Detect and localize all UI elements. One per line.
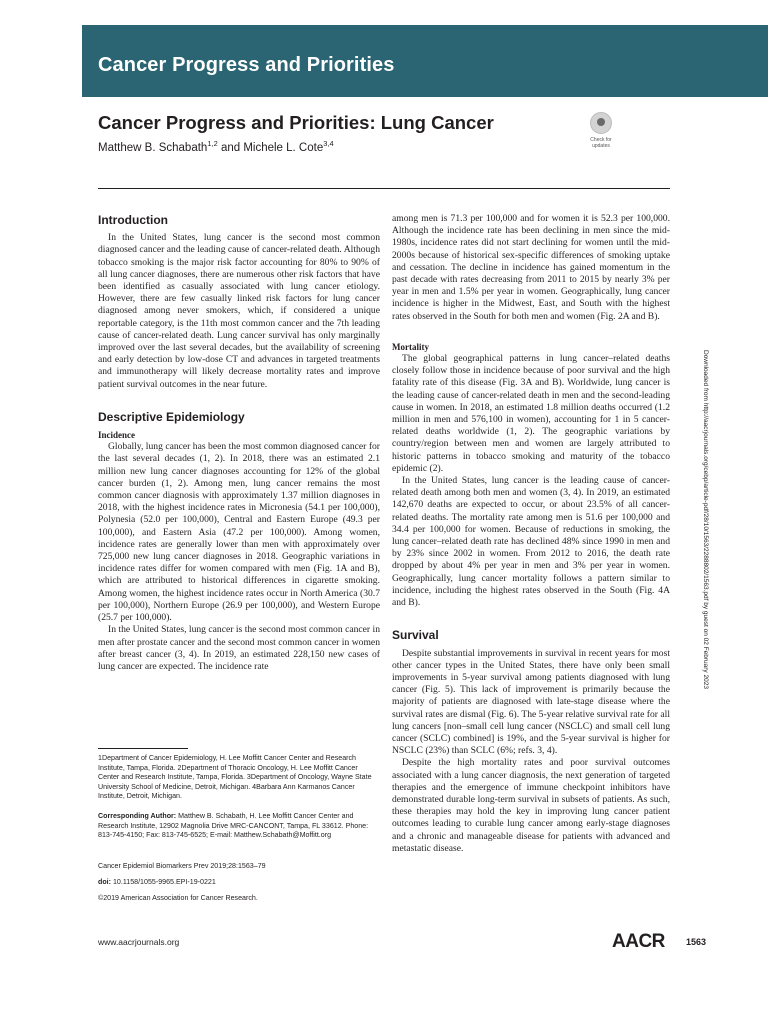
- corresponding-author-text: Matthew B. Schabath, H. Lee Moffitt Cancer Center and Research Institute, 12902 Magnolia Drive MRC-CANCONT, Tampa, FL 33612. Phone: 813-745-4150; Fax: 813-745-6525; E-mail: Matthew.Schabath@Moffitt.org: [98, 812, 369, 840]
- survival-paragraph-2: Despite the high mortality rates and poor survival outcomes associated with a lung cancer diagnosis, the next generation of targeted therapies and the emergence of immune checkpoint inhibitors have demonstrated durable long-term survival in subsets of patients. As such, these therapies may hold the key in improving lung cancer patient outcomes leading to curable lung cancer among early-stage diagnoses and a chronic and manageable disease for patients with advanced and metastatic disease.: [392, 757, 670, 854]
- survival-heading: Survival: [392, 628, 439, 643]
- section-banner: [82, 25, 768, 97]
- mortality-paragraph-2: In the United States, lung cancer is the leading cause of cancer-related death among both men and women (3, 4). In 2019, an estimated 142,670 deaths are expected to occur, or about 23.5% of all cancer-related deaths. The mortality rate among men is 51.6 per 100,000 and 34.4 per 100,000 for women. Because of reductions in smoking, the lung cancer–related death rate has declined 48% since 1990 in men and by 23% since 2002 in women. From 2012 to 2016, the death rate dropped by about 4% per year in men and 3% per year in women. Geographically, lung cancer mortality follows a pattern similar to incidence, including the highest rates observed in the South (Fig. 4A and B).: [392, 475, 670, 609]
- crossmark-icon: [590, 112, 612, 134]
- left-column: [98, 214, 380, 673]
- badge-line-2: updates: [592, 143, 610, 149]
- epidemiology-heading: Descriptive Epidemiology: [98, 409, 245, 424]
- header-divider: [98, 188, 670, 189]
- mortality-heading: Mortality: [392, 341, 429, 352]
- mortality-paragraph-1: The global geographical patterns in lung cancer–related deaths closely follow those in incidence because of poor survival and the high fatality rate of this disease (Fig. 3A and B). Worldwide, lung cancer is the leading cause of cancer-related death in men and the second-leading cause in women. In 2018, an estimated 1.8 million deaths occurred (1.2 million in men and 576,100 in women), accounting for 1 in 5 cancer-related deaths worldwide (1, 2). The geographic variations by country/region between men and women are largely attributed to historic patterns in tobacco smoking and maturity of the tobacco epidemic (2).: [392, 353, 670, 474]
- author-1-affiliation: 1,2: [207, 139, 218, 148]
- doi-text: 10.1158/1055-9965.EPI-19-0221: [111, 878, 216, 886]
- download-watermark: Downloaded from http://aacrjournals.org/cebp/article-pdf/28/10/1563/2288802/1563.pdf by guest on 02 February 2023: [702, 350, 709, 689]
- footnote-divider: [98, 748, 188, 749]
- incidence-paragraph-1: Globally, lung cancer has been the most common diagnosed cancer for the last several decades (1, 2). In 2018, there was an estimated 2.1 million new lung cancer diagnoses accounting for 12% of the global cancer burden (1, 2). Among men, lung cancer remains the most common cancer diagnosis with approximately 1.37 million diagnoses in 2018, with the highest incidence rates in Micronesia (54.1 per 100,000), Polynesia (52.0 per 100,000), Central and Eastern Europe (49.3 per 100,000), and Eastern Asia (47.2 per 100,000). Among women, incidence rates are generally lower than men with approximately over 725,000 new lung cancer diagnoses in 2018. Geographic variations in incidence rates differ for women compared with men (Fig. 1A and B), which are attributed to historical differences in cigarette smoking. Among women, the highest incidence rates occur in North America (30.7 per 100,000), Northern Europe (26.9 per 100,000), and Western Europe (25.7 per 100,000).: [98, 441, 380, 624]
- incidence-heading: Incidence: [98, 430, 135, 441]
- article-title: Cancer Progress and Priorities: Lung Cancer: [98, 112, 494, 133]
- author-1: Matthew B. Schabath: [98, 141, 208, 154]
- survival-paragraph-1: Despite substantial improvements in survival in recent years for most other cancer types in the United States, there have only been small improvements in 5-year survival among patients diagnosed with lung cancer (Fig. 5). This lack of improvement is primarily because the majority of patients are diagnosed with late-stage disease where the survival rates are dismal (Fig. 6). The 5-year relative survival rate for all lung cancers [non–small cell lung cancer (NSCLC) and small cell lung cancer (SCLC) combined] is 19%, and the 5-year survival is higher for NSCLC (23%) than SCLC (6%; refs. 3, 4).: [392, 647, 670, 757]
- incidence-continuation: among men is 71.3 per 100,000 and for women it is 52.3 per 100,000. Although the incidence rate has been declining in men since the mid-1980s, incidence rates did not start declining for women until the mid-2000s because of historical sex-specific differences of smoking uptake and cessation. The decline in incidence has gained momentum in the past decade with rates decreasing from 2011 to 2015 by nearly 3% per year in men and 1.5% per year in women. Geographically, lung cancer incidence is higher in the Midwest, East, and South with the highest rates observed in the South for both men and women (Fig. 2A and B).: [392, 213, 670, 322]
- check-for-updates-badge[interactable]: [584, 112, 618, 156]
- incidence-paragraph-2: In the United States, lung cancer is the second most common cancer in men after prostate cancer and the second most common cancer in women after breast cancer (3, 4). In 2019, an estimated 228,150 new cases of lung cancer are expected. The incidence rate: [98, 624, 380, 672]
- aacr-logo: AACR: [612, 931, 665, 952]
- author-conjunction: and: [217, 141, 244, 154]
- affiliations-footnote: 1Department of Cancer Epidemiology, H. Lee Moffitt Cancer Center and Research Institute, Tampa, Florida. 2Department of Thoracic Oncology, H. Lee Moffitt Cancer Center and Research Institute, Tampa, Florida. 3Department of Oncology, Wayne State University School of Medicine, Detroit, Michigan. 4Barbara Ann Karmanos Cancer Institute, Detroit, Michigan.: [98, 754, 372, 801]
- introduction-heading: Introduction: [98, 213, 168, 227]
- doi-label: doi:: [98, 878, 111, 886]
- citation-footnote: Cancer Epidemiol Biomarkers Prev 2019;28:1563–79: [98, 862, 266, 870]
- author-2-affiliation: 3,4: [323, 139, 334, 148]
- right-column: [392, 213, 670, 855]
- journal-url[interactable]: www.aacrjournals.org: [98, 937, 180, 947]
- banner-title: Cancer Progress and Priorities: [98, 54, 395, 76]
- corresponding-author-label: Corresponding Author:: [98, 812, 177, 820]
- copyright-footnote: ©2019 American Association for Cancer Research.: [98, 894, 258, 902]
- page-number: 1563: [686, 937, 707, 947]
- author-line: [98, 139, 334, 154]
- doi-footnote[interactable]: [98, 878, 380, 888]
- introduction-paragraph: In the United States, lung cancer is the second most common diagnosed cancer and the leading cause of cancer-related death. Although tobacco smoking is the major risk factor accounting for 80% to 90% of all lung cancer diagnoses, there are numerous other risk factors that have been identified as casually associated with lung cancer etiology. However, there are few casually linked risk factors for lung cancer diagnosed among never smokers, which, if considered a unique reportable category, is the 11th most common cancer and the 7th leading cause of cancer-related death. Lung cancer survival has only marginally improved over the last several decades, but the availability of screening and early detection by low-dose CT and advances in targeted treatments and immunotherapy will likely decrease mortality rates and improve patient survival outcomes in the near future.: [98, 232, 380, 390]
- corresponding-author-footnote: [98, 812, 380, 841]
- author-2: Michele L. Cote: [243, 141, 324, 154]
- badge-label: [584, 137, 618, 149]
- badge-line-1: Check for: [590, 137, 612, 143]
